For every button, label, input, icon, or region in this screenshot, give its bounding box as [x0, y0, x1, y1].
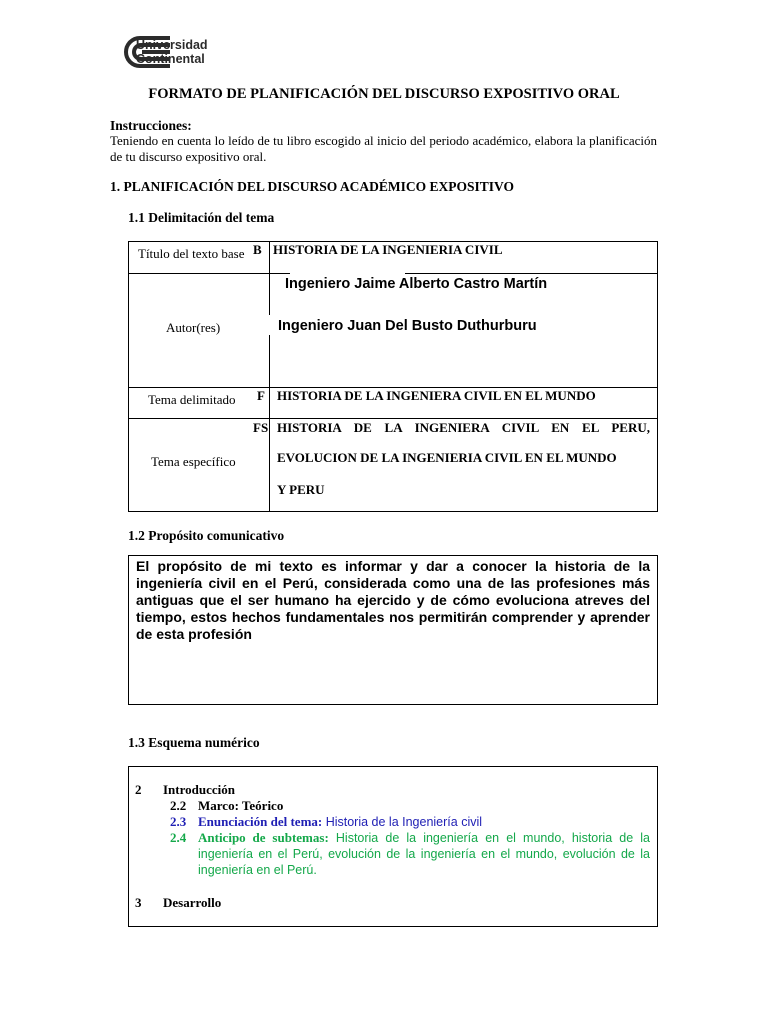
scheme-number-2-3: 2.3	[170, 814, 187, 829]
section-1-heading: 1. PLANIFICACIÓN DEL DISCURSO ACADÉMICO EXPOSITIVO	[110, 179, 515, 194]
specific-topic-line-1: HISTORIA DE LA INGENIERA CIVIL EN EL PERU,	[277, 420, 650, 435]
row-label-base-text: Título del texto base	[138, 246, 245, 261]
author-1: Ingeniero Jaime Alberto Castro Martín	[285, 276, 548, 292]
row-label-specific-topic: Tema específico	[151, 454, 236, 469]
author-2: Ingeniero Juan Del Busto Duthurburu	[278, 318, 537, 334]
row-marker: FS	[253, 420, 269, 435]
framework-value: Teórico	[238, 798, 284, 813]
document-title: FORMATO DE PLANIFICACIÓN DEL DISCURSO EXPOSITIVO ORAL	[148, 86, 620, 102]
instructions-heading: Instrucciones:	[110, 118, 192, 133]
instructions-text: Teniendo en cuenta lo leído de tu libro escogido al inicio del periodo académico, elabora la planificación de tu discurso expositivo oral.	[110, 133, 657, 164]
row-label-authors: Autor(res)	[166, 320, 221, 335]
specific-topic-line-3: Y PERU	[277, 482, 325, 497]
subsection-1-1-heading: 1.1 Delimitación del tema	[128, 210, 275, 225]
specific-topic-line-2: EVOLUCION DE LA INGENIERIA CIVIL EN EL MUNDO	[277, 450, 617, 465]
scheme-development: Desarrollo	[163, 895, 222, 910]
base-text-title-value: HISTORIA DE LA INGENIERIA CIVIL	[273, 242, 503, 257]
scheme-topic-statement	[198, 814, 482, 830]
scheme-number-2-2: 2.2	[170, 798, 187, 813]
university-logo-text	[136, 38, 208, 66]
framework-label: Marco:	[198, 798, 239, 813]
table-row-divider	[405, 273, 658, 274]
row-label-delimited-topic: Tema delimitado	[148, 392, 236, 407]
scheme-number-3: 3	[135, 895, 142, 910]
delimited-topic-value: HISTORIA DE LA INGENIERA CIVIL EN EL MUNDO	[277, 388, 596, 403]
logo-line-2: Continental	[136, 52, 205, 66]
subsection-1-3-heading: 1.3 Esquema numérico	[128, 735, 260, 750]
row-marker: F	[257, 388, 265, 403]
topic-statement-label: Enunciación del tema:	[198, 814, 323, 829]
row-marker: B	[253, 242, 262, 257]
table-row-divider	[128, 273, 270, 274]
scheme-introduction: Introducción	[163, 782, 235, 797]
logo-line-1: Universidad	[136, 38, 208, 52]
scheme-number-2-4: 2.4	[170, 830, 187, 845]
table-row-divider	[270, 273, 290, 274]
table-row-divider	[128, 418, 658, 419]
scheme-number-2: 2	[135, 782, 142, 797]
scheme-subtopics	[198, 830, 650, 878]
purpose-text: El propósito de mi texto es informar y dar a conocer la historia de la ingeniería civil en el Perú, considerada como una de las profesiones más antiguas que el ser humano ha ejercido y de cómo evoluciona atreves del tiempo, estos hechos fundamentales nos permitirán comprender y aprender de esta profesión	[136, 558, 650, 642]
scheme-framework	[198, 798, 283, 814]
subtopics-label: Anticipo de subtemas:	[198, 830, 329, 845]
topic-statement-value: Historia de la Ingeniería civil	[322, 815, 483, 829]
table-column-divider	[269, 241, 270, 512]
table-gap	[269, 315, 272, 335]
subtopics-value: Historia de la ingeniería en el mundo, historia de la ingeniería en el Perú, evolución de la ingeniería en el mundo, evolución de la ingeniería en el Perú.	[198, 831, 650, 877]
subsection-1-2-heading: 1.2 Propósito comunicativo	[128, 528, 285, 543]
